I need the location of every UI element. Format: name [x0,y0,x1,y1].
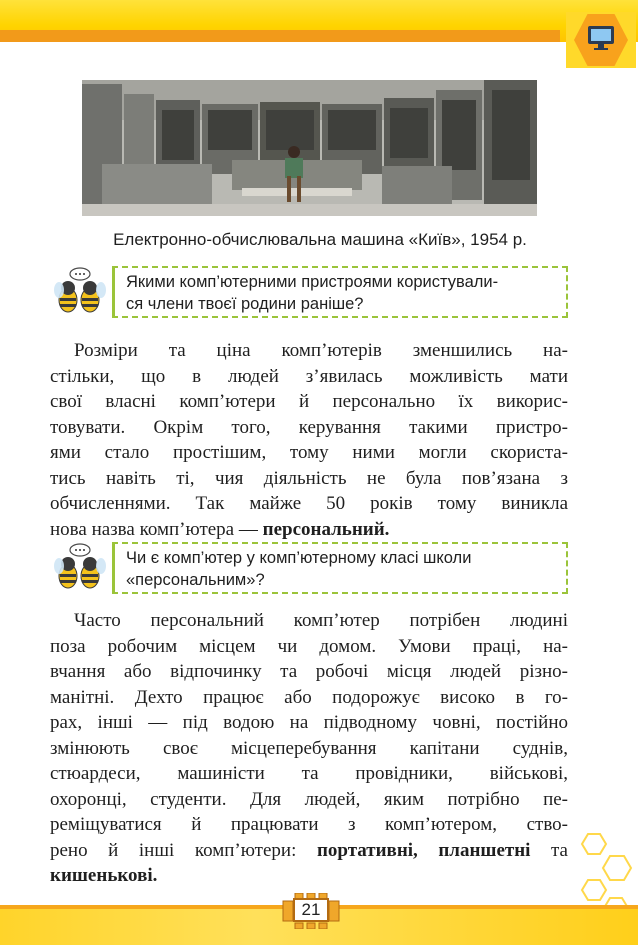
bees-icon [52,542,108,594]
text-line: Часто персональний комп’ютер потрібен людині [74,610,568,631]
text-line: свої власні комп’ютери й персонально їх викорис- [50,391,568,412]
text-line: ями стало простішим, тому ними могли скориста- [50,442,568,463]
text-line: охоронці, студенти. Для людей, яким потрібно пе- [50,788,568,810]
text-line: реміщуватися й працювати з комп’ютером, ство- [50,814,568,835]
text-line [50,863,568,889]
text-line: поза робочим місцем чи домом. Умови праці, на- [50,635,568,657]
question-2-line: «персональним»? [126,571,265,589]
section-badge [566,12,636,68]
text-line: обчисленнями. Так майже 50 років тому виникла [50,493,568,514]
text-line: вчання або відпочинку та робочі місця людей різно- [50,661,568,682]
text-line: рено й інші комп’ютери: портативні, планшетні та [50,839,568,861]
text-line: Розміри та ціна комп’ютерів зменшились на- [74,340,568,361]
text-line: рах, інші — під водою на підводному човні, постійно [50,712,568,733]
text-line: тись навіть ті, чия діяльність не була пов’язана з [50,467,568,489]
question-1-line: ся члени твоєї родини раніше? [126,295,364,313]
text-line: стільки, що в людей з’явилась можливість мати [50,365,568,387]
term-personal: персональний. [262,518,390,540]
term-portable-tablet: портативні, планшетні [316,839,531,861]
bees-icon [52,266,108,318]
text-line: манітні. Дехто працює або подорожує високо в го- [50,686,568,708]
header-stripe [0,30,560,42]
computer-photo [82,80,537,216]
text-line: стюардеси, машиністи та провідники, військові, [50,763,568,784]
text-line: змінюють своє місцеперебування капітани суднів, [50,737,568,759]
paragraph-2 [50,608,568,889]
question-box-2 [112,542,568,594]
text-line: нова назва комп’ютера — персональний. [50,518,390,540]
term-pocket: кишенькові. [50,865,158,886]
question-1-line: Якими комп’ютерними пристроями користували- [126,273,499,291]
photo-caption: Електронно-обчислювальна машина «Київ», 1954 р. [113,230,527,249]
text-line: товувати. Окрім того, керування такими пристро- [50,416,568,438]
monitor-icon [586,24,616,52]
paragraph-1 [50,338,568,542]
question-2-line: Чи є комп’ютер у комп’ютерному класі школи [126,549,472,567]
page-number: 21 [293,898,329,922]
question-box-1 [112,266,568,318]
